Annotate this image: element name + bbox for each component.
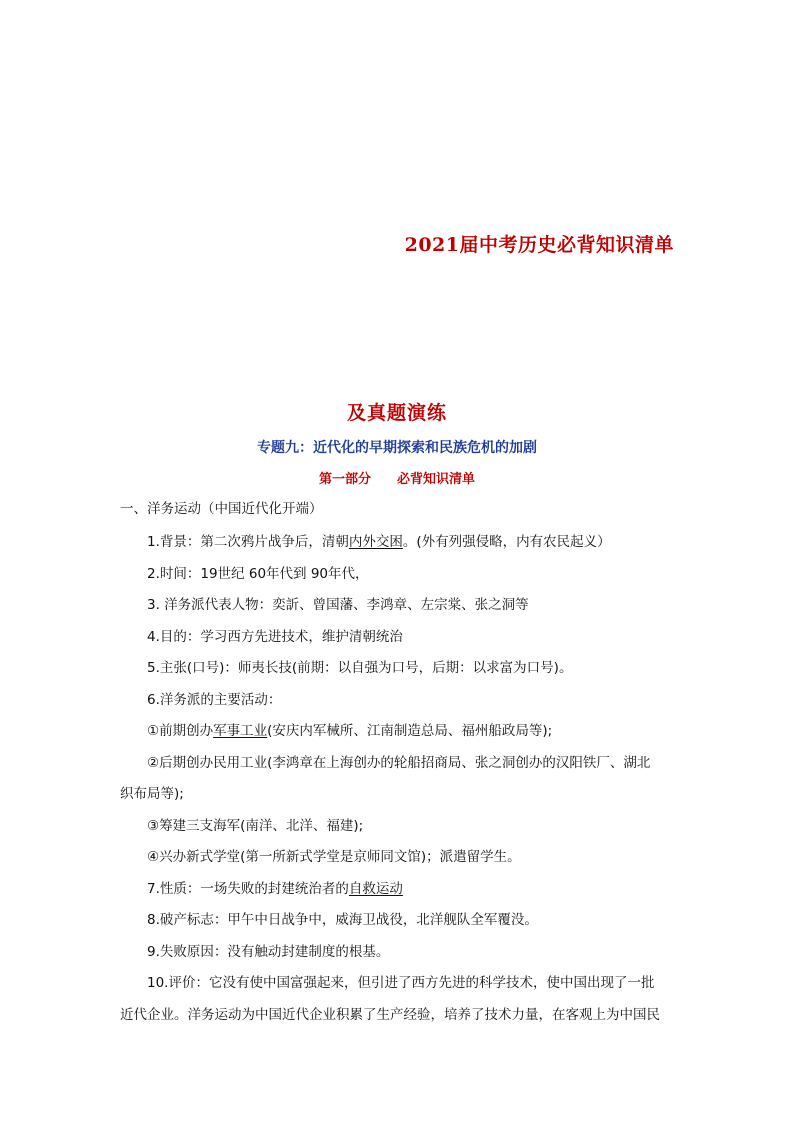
underlined-term: 内外交困 <box>348 534 403 550</box>
underlined-term: 自救运动 <box>348 880 403 897</box>
item-text: 5.主张(口号)：师夷长技(前期：以自强为口号，后期：以求富为口号)。 <box>147 660 573 676</box>
item-text: 4.目的：学习西方先进技术，维护清朝统治 <box>147 628 403 645</box>
list-item <box>120 937 676 969</box>
section-heading: 一、洋务运动（中国近代化开端） <box>120 501 323 517</box>
list-item <box>120 590 676 622</box>
section-body <box>120 527 676 1031</box>
list-item: ②后期创办民用工业(李鸿章在上海创办的轮船招商局、张之洞创办的汉阳铁厂、湖北 <box>147 754 651 771</box>
document-title: 2021届中考历史必背知识清单 <box>404 234 674 256</box>
item-text: 8.破产标志：甲午中日战争中，威海卫战役，北洋舰队全军覆没。 <box>147 912 538 928</box>
list-item <box>120 685 676 717</box>
item-text-tail: 。(外有列强侵略，内有农民起义） <box>402 534 611 550</box>
part-heading: 第一部分 必背知识清单 <box>318 472 475 487</box>
list-item <box>120 653 676 685</box>
item-text: ③筹建三支海军(南洋、北洋、福建); <box>147 817 364 834</box>
list-item <box>120 842 676 874</box>
item-text: 1.背景：第二次鸦片战争后，清朝 <box>147 534 349 550</box>
item-text: 2.时间：19世纪 60年代到 90年代， <box>147 565 369 582</box>
underlined-term: 军事工业 <box>213 723 268 739</box>
item-text: ④兴办新式学堂(第一所新式学堂是京师同文馆)；派遣留学生。 <box>147 849 521 865</box>
list-item <box>120 874 676 906</box>
item-text: ①前期创办 <box>147 723 214 739</box>
item-text-tail: (安庆内军械所、江南制造总局、福州船政局等); <box>267 723 553 739</box>
item-text: 9.失败原因：没有触动封建制度的根基。 <box>147 943 390 960</box>
document-subtitle: 及真题演练 <box>346 402 447 424</box>
list-item <box>120 811 676 843</box>
list-item <box>120 716 676 748</box>
topic-heading: 专题九：近代化的早期探索和民族危机的加剧 <box>257 440 537 456</box>
item-text: 7.性质：一场失败的封建统治者的 <box>147 880 349 897</box>
list-item: 10.评价：它没有使中国富强起来，但引进了西方先进的科学技术，使中国出现了一批 <box>147 975 655 991</box>
list-item <box>120 527 676 559</box>
list-item <box>120 559 676 591</box>
list-item-continuation: 织布局等); <box>120 786 184 802</box>
item-text: 6.洋务派的主要活动： <box>147 691 282 708</box>
list-item <box>120 905 676 937</box>
list-item <box>120 622 676 654</box>
list-item-continuation: 近代企业。洋务运动为中国近代企业积累了生产经验，培养了技术力量，在客观上为中国民 <box>120 1006 660 1023</box>
item-text: 3. 洋务派代表人物：奕訢、曾国藩、李鸿章、左宗棠、张之洞等 <box>147 597 529 613</box>
